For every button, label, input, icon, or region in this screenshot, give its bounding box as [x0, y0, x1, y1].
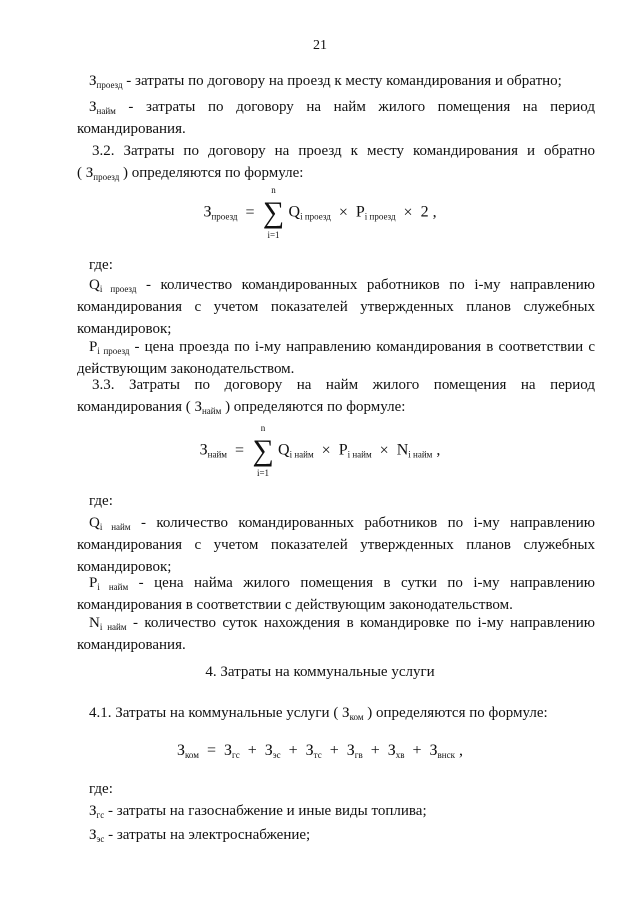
sum-upper: n [260, 423, 266, 433]
formula-symbol: З [199, 441, 208, 459]
paragraph-text: ( З [77, 165, 94, 181]
sum-sign: n ∑ i=1 [262, 185, 285, 240]
paragraph-text: командирования ( З [77, 399, 202, 415]
paragraph-text: 4.1. Затраты на коммунальные услуги ( З [89, 705, 350, 721]
definition-z-naim [77, 96, 595, 140]
formula-subscript: внск [437, 750, 455, 760]
definition-text: - затраты на электроснабжение; [104, 827, 311, 843]
definition-text-cont: командирования. [77, 121, 186, 137]
symbol: З [89, 827, 97, 843]
symbol: З [89, 99, 97, 115]
formula-symbol: З [224, 742, 233, 759]
formula-z-naim [0, 423, 640, 478]
definition-text-cont: командирования. [77, 637, 186, 653]
formula-subscript: i проезд [364, 211, 396, 222]
paragraph-text: ) определяются по формуле: [221, 399, 406, 415]
definition-text: - цена проезда по i-му направлению командирования в соответствии с [129, 339, 595, 355]
paragraph-text: 3.2. Затраты по договору на проезд к месту командирования и обратно [92, 143, 595, 159]
definition-text: - затраты по договору на найм жилого помещения на период [115, 99, 595, 115]
formula-operator: × [403, 203, 413, 221]
symbol: P [89, 339, 98, 355]
symbol-subscript: эс [96, 834, 105, 844]
symbol-subscript: найм [96, 106, 116, 116]
formula-z-kom [0, 742, 640, 760]
definition-z-gs [89, 800, 595, 822]
symbol-subscript: i проезд [97, 346, 130, 356]
definition-z-es [89, 824, 595, 846]
symbol-subscript: i найм [97, 582, 129, 592]
formula-operator: + [412, 742, 422, 759]
definition-text: - цена найма жилого помещения в сутки по i-му направлению [128, 575, 596, 591]
formula-operator: × [321, 441, 331, 459]
formula-symbol: N [396, 441, 409, 459]
where-text: где: [89, 257, 113, 273]
symbol: З [89, 73, 97, 89]
where-text: где: [89, 493, 113, 509]
page-number: 21 [313, 38, 327, 53]
formula-subscript: ком [185, 750, 199, 760]
formula-subscript: i найм [289, 449, 314, 460]
paragraph-text: ) определяются по формуле: [363, 705, 548, 721]
definition-p-naim [77, 572, 596, 616]
formula-symbol: З [177, 742, 186, 759]
formula-symbol: Q [288, 203, 301, 221]
formula-symbol: З [203, 203, 212, 221]
formula-symbol: З [346, 742, 355, 759]
definition-text: - затраты по договору на проезд к месту командирования и обратно; [122, 73, 562, 89]
formula-operator: × [379, 441, 389, 459]
paragraph-3-2 [77, 140, 595, 184]
section-heading: 4. Затраты на коммунальные услуги [205, 664, 435, 680]
sum-lower: i=1 [256, 468, 270, 478]
formula-operator: = [206, 742, 216, 759]
formula-subscript: гв [354, 750, 363, 760]
paragraph-3-3 [77, 374, 595, 418]
formula-tail: 2 , [420, 203, 437, 221]
formula-subscript: гс [232, 750, 240, 760]
formula-operator: × [338, 203, 348, 221]
formula-symbol: З [264, 742, 273, 759]
formula-symbol: З [387, 742, 396, 759]
formula-subscript: хв [395, 750, 405, 760]
formula-operator: = [234, 441, 245, 459]
symbol-subscript: i найм [99, 622, 127, 632]
formula-operator: + [247, 742, 257, 759]
formula-symbol: Q [278, 441, 290, 459]
definition-text-cont: действующим законодательством. [77, 361, 295, 377]
where-text: где: [89, 781, 113, 797]
symbol: N [89, 615, 100, 631]
formula-z-proezd [0, 185, 640, 240]
formula-symbol: З [305, 742, 314, 759]
formula-operator: = [245, 203, 255, 221]
symbol: З [89, 803, 97, 819]
formula-subscript: i найм [408, 449, 433, 460]
symbol-subscript: гс [96, 810, 105, 820]
paragraph-4-1 [89, 702, 595, 724]
formula-symbol: P [355, 203, 365, 221]
where-label [89, 254, 595, 276]
definition-text-cont: командировок; [77, 559, 172, 575]
paragraph-text: 3.3. Затраты по договору на найм жилого помещения на период [92, 377, 595, 393]
symbol-subscript: найм [201, 406, 222, 416]
definition-text-cont: командировок; [77, 321, 172, 337]
symbol: Q [89, 515, 100, 531]
definition-text: - количество командированных работников по i-му направлению [136, 277, 595, 293]
sum-upper: n [271, 185, 276, 195]
definition-text: - затраты на газоснабжение и иные виды топлива; [104, 803, 427, 819]
definition-text: - количество суток нахождения в командировке по i-му направлению [126, 615, 595, 631]
formula-symbol: З [429, 742, 438, 759]
formula-subscript: найм [207, 449, 227, 460]
definition-text: - количество командированных работников по i-му направлению [130, 515, 595, 531]
formula-subscript: тс [313, 750, 322, 760]
formula-subscript: проезд [211, 211, 238, 222]
symbol-subscript: проезд [93, 172, 120, 182]
symbol-subscript: ком [349, 712, 364, 722]
paragraph-text: ) определяются по формуле: [119, 165, 304, 181]
symbol-subscript: i проезд [99, 284, 137, 294]
where-label [89, 490, 595, 512]
sum-lower: i=1 [267, 230, 280, 240]
formula-operator: + [329, 742, 339, 759]
definition-text-cont: командирования в соответствии с действующим законодательством. [77, 597, 513, 613]
symbol-subscript: проезд [96, 80, 123, 90]
definition-z-proezd [89, 70, 595, 92]
definition-text-cont: командирования с учетом показателей утвержденных планов служебных [77, 537, 595, 553]
definition-n-naim [77, 612, 595, 656]
definition-q-proezd [77, 274, 595, 340]
definition-text-cont: командирования с учетом показателей утвержденных планов служебных [77, 299, 595, 315]
symbol: Q [89, 277, 100, 293]
formula-tail: , [436, 441, 441, 459]
formula-subscript: i проезд [300, 211, 331, 222]
sum-sign: n ∑ i=1 [252, 423, 274, 478]
symbol: P [89, 575, 98, 591]
definition-q-naim [77, 512, 595, 578]
symbol-subscript: i найм [99, 522, 131, 532]
formula-subscript: i найм [347, 449, 372, 460]
formula-tail: , [458, 742, 463, 759]
formula-operator: + [288, 742, 298, 759]
formula-symbol: P [338, 441, 348, 459]
formula-subscript: эс [272, 750, 281, 760]
where-label [89, 778, 595, 800]
formula-operator: + [370, 742, 380, 759]
